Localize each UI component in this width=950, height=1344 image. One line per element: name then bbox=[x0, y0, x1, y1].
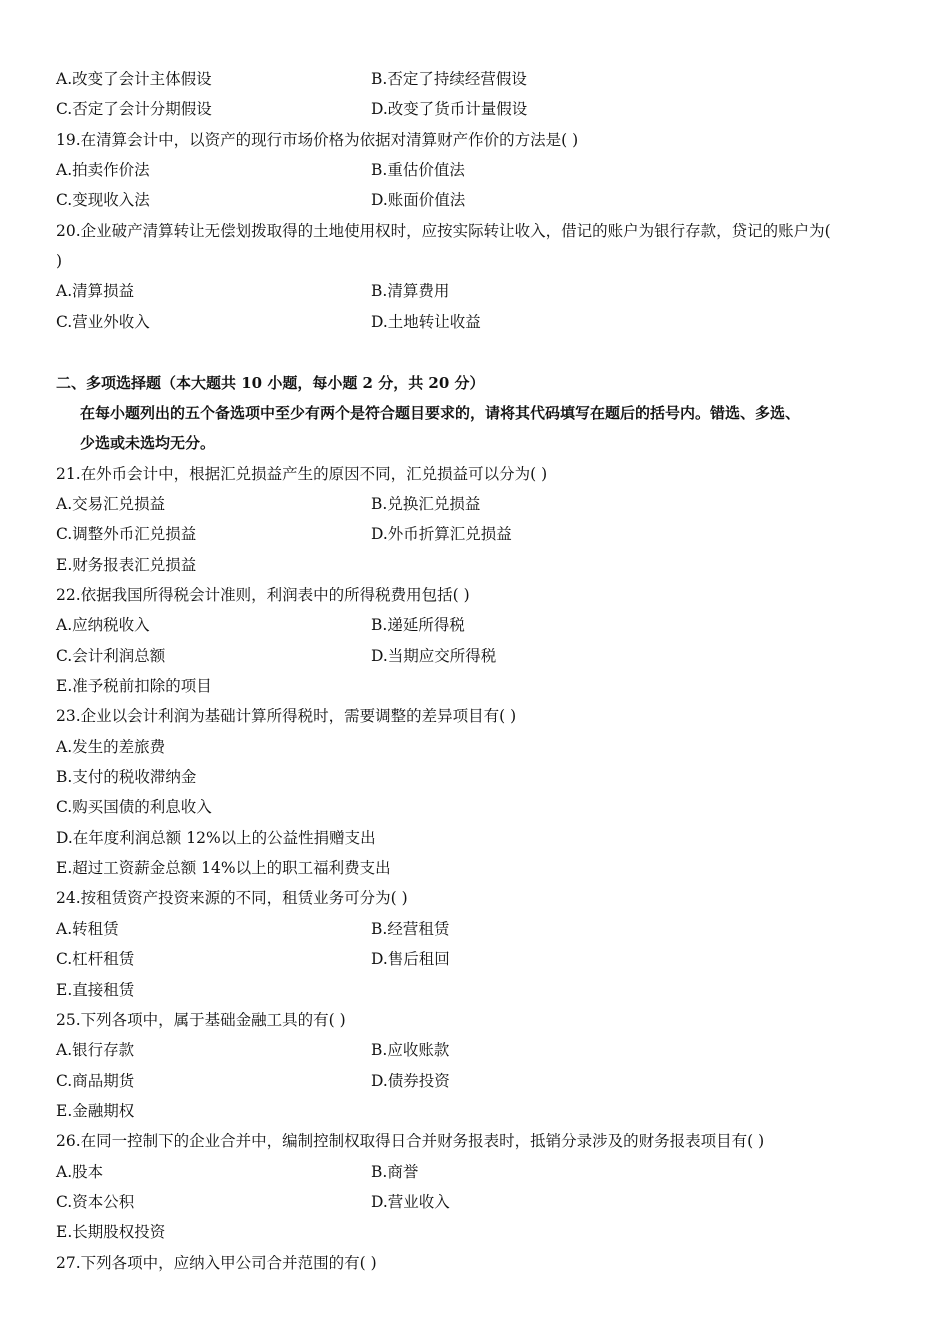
option-single: E.金融期权 bbox=[56, 1101, 135, 1120]
question-stem: 19.在清算会计中，以资产的现行市场价格为依据对清算财产作价的方法是( ) bbox=[56, 130, 579, 149]
question-stem: 24.按租赁资产投资来源的不同，租赁业务可分为( ) bbox=[56, 889, 408, 908]
option-a: A.拍卖作价法 bbox=[56, 161, 150, 180]
option-b: D.外币折算汇兑损益 bbox=[371, 525, 512, 544]
option-row bbox=[56, 1066, 894, 1096]
option-a: A.改变了会计主体假设 bbox=[56, 70, 212, 88]
option-row bbox=[56, 155, 894, 185]
question-stem: 27.下列各项中，应纳入甲公司合并范围的有( ) bbox=[56, 1253, 377, 1272]
option-a: C.变现收入法 bbox=[56, 191, 150, 210]
option-a: A.交易汇兑损益 bbox=[56, 494, 166, 513]
option-b: D.营业收入 bbox=[371, 1192, 450, 1211]
option-row bbox=[56, 610, 894, 640]
option-b: B.兑换汇兑损益 bbox=[371, 494, 481, 513]
option-single: E.直接租赁 bbox=[56, 980, 135, 999]
option-row bbox=[56, 276, 894, 306]
option-b: D.债券投资 bbox=[371, 1071, 450, 1090]
option-a: C.会计利润总额 bbox=[56, 646, 166, 665]
option-single: E.长期股权投资 bbox=[56, 1223, 166, 1242]
option-single: E.准予税前扣除的项目 bbox=[56, 677, 212, 695]
option-single: D.在年度利润总额 12%以上的公益性捐赠支出 bbox=[56, 828, 376, 847]
option-b: B.经营租赁 bbox=[371, 919, 450, 938]
option-single: B.支付的税收滞纳金 bbox=[56, 768, 197, 787]
question-stem: 23.企业以会计利润为基础计算所得税时，需要调整的差异项目有( ) bbox=[56, 707, 517, 726]
option-a: A.股本 bbox=[56, 1162, 104, 1181]
option-b: B.清算费用 bbox=[371, 282, 450, 301]
option-b: D.当期应交所得税 bbox=[371, 646, 497, 665]
option-a: A.应纳税收入 bbox=[56, 616, 150, 635]
option-single: E.超过工资薪金总额 14%以上的职工福利费支出 bbox=[56, 859, 391, 878]
option-a: C.否定了会计分期假设 bbox=[56, 100, 212, 119]
option-a: C.调整外币汇兑损益 bbox=[56, 525, 197, 544]
option-row bbox=[56, 641, 894, 671]
option-a: C.杠杆租赁 bbox=[56, 950, 135, 969]
option-b: D.售后租回 bbox=[371, 950, 450, 969]
option-row bbox=[56, 1035, 894, 1065]
question-stem: 26.在同一控制下的企业合并中，编制控制权取得日合并财务报表时，抵销分录涉及的财务报表项目有( ) bbox=[56, 1132, 765, 1151]
option-row bbox=[56, 1187, 894, 1217]
option-row bbox=[56, 914, 894, 944]
question-stem-continuation: ) bbox=[56, 252, 63, 271]
question-stem: 21.在外币会计中，根据汇兑损益产生的原因不同，汇兑损益可以分为( ) bbox=[56, 464, 548, 483]
option-b: D.账面价值法 bbox=[371, 191, 466, 210]
question-stem: 20.企业破产清算转让无偿划拨取得的土地使用权时，应按实际转让收入，借记的账户为银行存款，贷记的账户为( bbox=[56, 221, 831, 240]
option-a: A.清算损益 bbox=[56, 282, 135, 301]
option-a: A.银行存款 bbox=[56, 1041, 135, 1060]
option-a: A.转租赁 bbox=[56, 919, 119, 938]
question-stem: 22.依据我国所得税会计准则，利润表中的所得税费用包括( ) bbox=[56, 585, 470, 604]
option-b: B.应收账款 bbox=[371, 1041, 450, 1060]
option-row bbox=[56, 64, 894, 94]
option-a: C.营业外收入 bbox=[56, 312, 150, 331]
option-single: A.发生的差旅费 bbox=[56, 737, 166, 756]
option-row bbox=[56, 489, 894, 519]
option-row bbox=[56, 944, 894, 974]
option-b: D.改变了货币计量假设 bbox=[371, 100, 528, 119]
section-instruction-continuation: 少选或未选均无分。 bbox=[80, 434, 216, 453]
option-a: C.商品期货 bbox=[56, 1071, 135, 1090]
option-row bbox=[56, 1157, 894, 1187]
option-b: B.重估价值法 bbox=[371, 161, 465, 180]
option-b: D.土地转让收益 bbox=[371, 312, 481, 331]
question-stem: 25.下列各项中，属于基础金融工具的有( ) bbox=[56, 1010, 346, 1029]
option-row bbox=[56, 185, 894, 215]
option-single: E.财务报表汇兑损益 bbox=[56, 555, 197, 574]
section-instruction: 在每小题列出的五个备选项中至少有两个是符合题目要求的，请将其代码填写在题后的括号内。错选、多选、 bbox=[80, 403, 801, 422]
option-row bbox=[56, 519, 894, 549]
option-row bbox=[56, 94, 894, 124]
option-b: B.商誉 bbox=[371, 1162, 419, 1181]
option-b: B.递延所得税 bbox=[371, 616, 465, 635]
section-heading: 二、多项选择题（本大题共 10 小题，每小题 2 分，共 20 分） bbox=[56, 373, 485, 392]
option-b: B.否定了持续经营假设 bbox=[371, 70, 527, 88]
option-single: C.购买国债的利息收入 bbox=[56, 798, 212, 817]
option-row bbox=[56, 307, 894, 337]
option-a: C.资本公积 bbox=[56, 1192, 135, 1211]
